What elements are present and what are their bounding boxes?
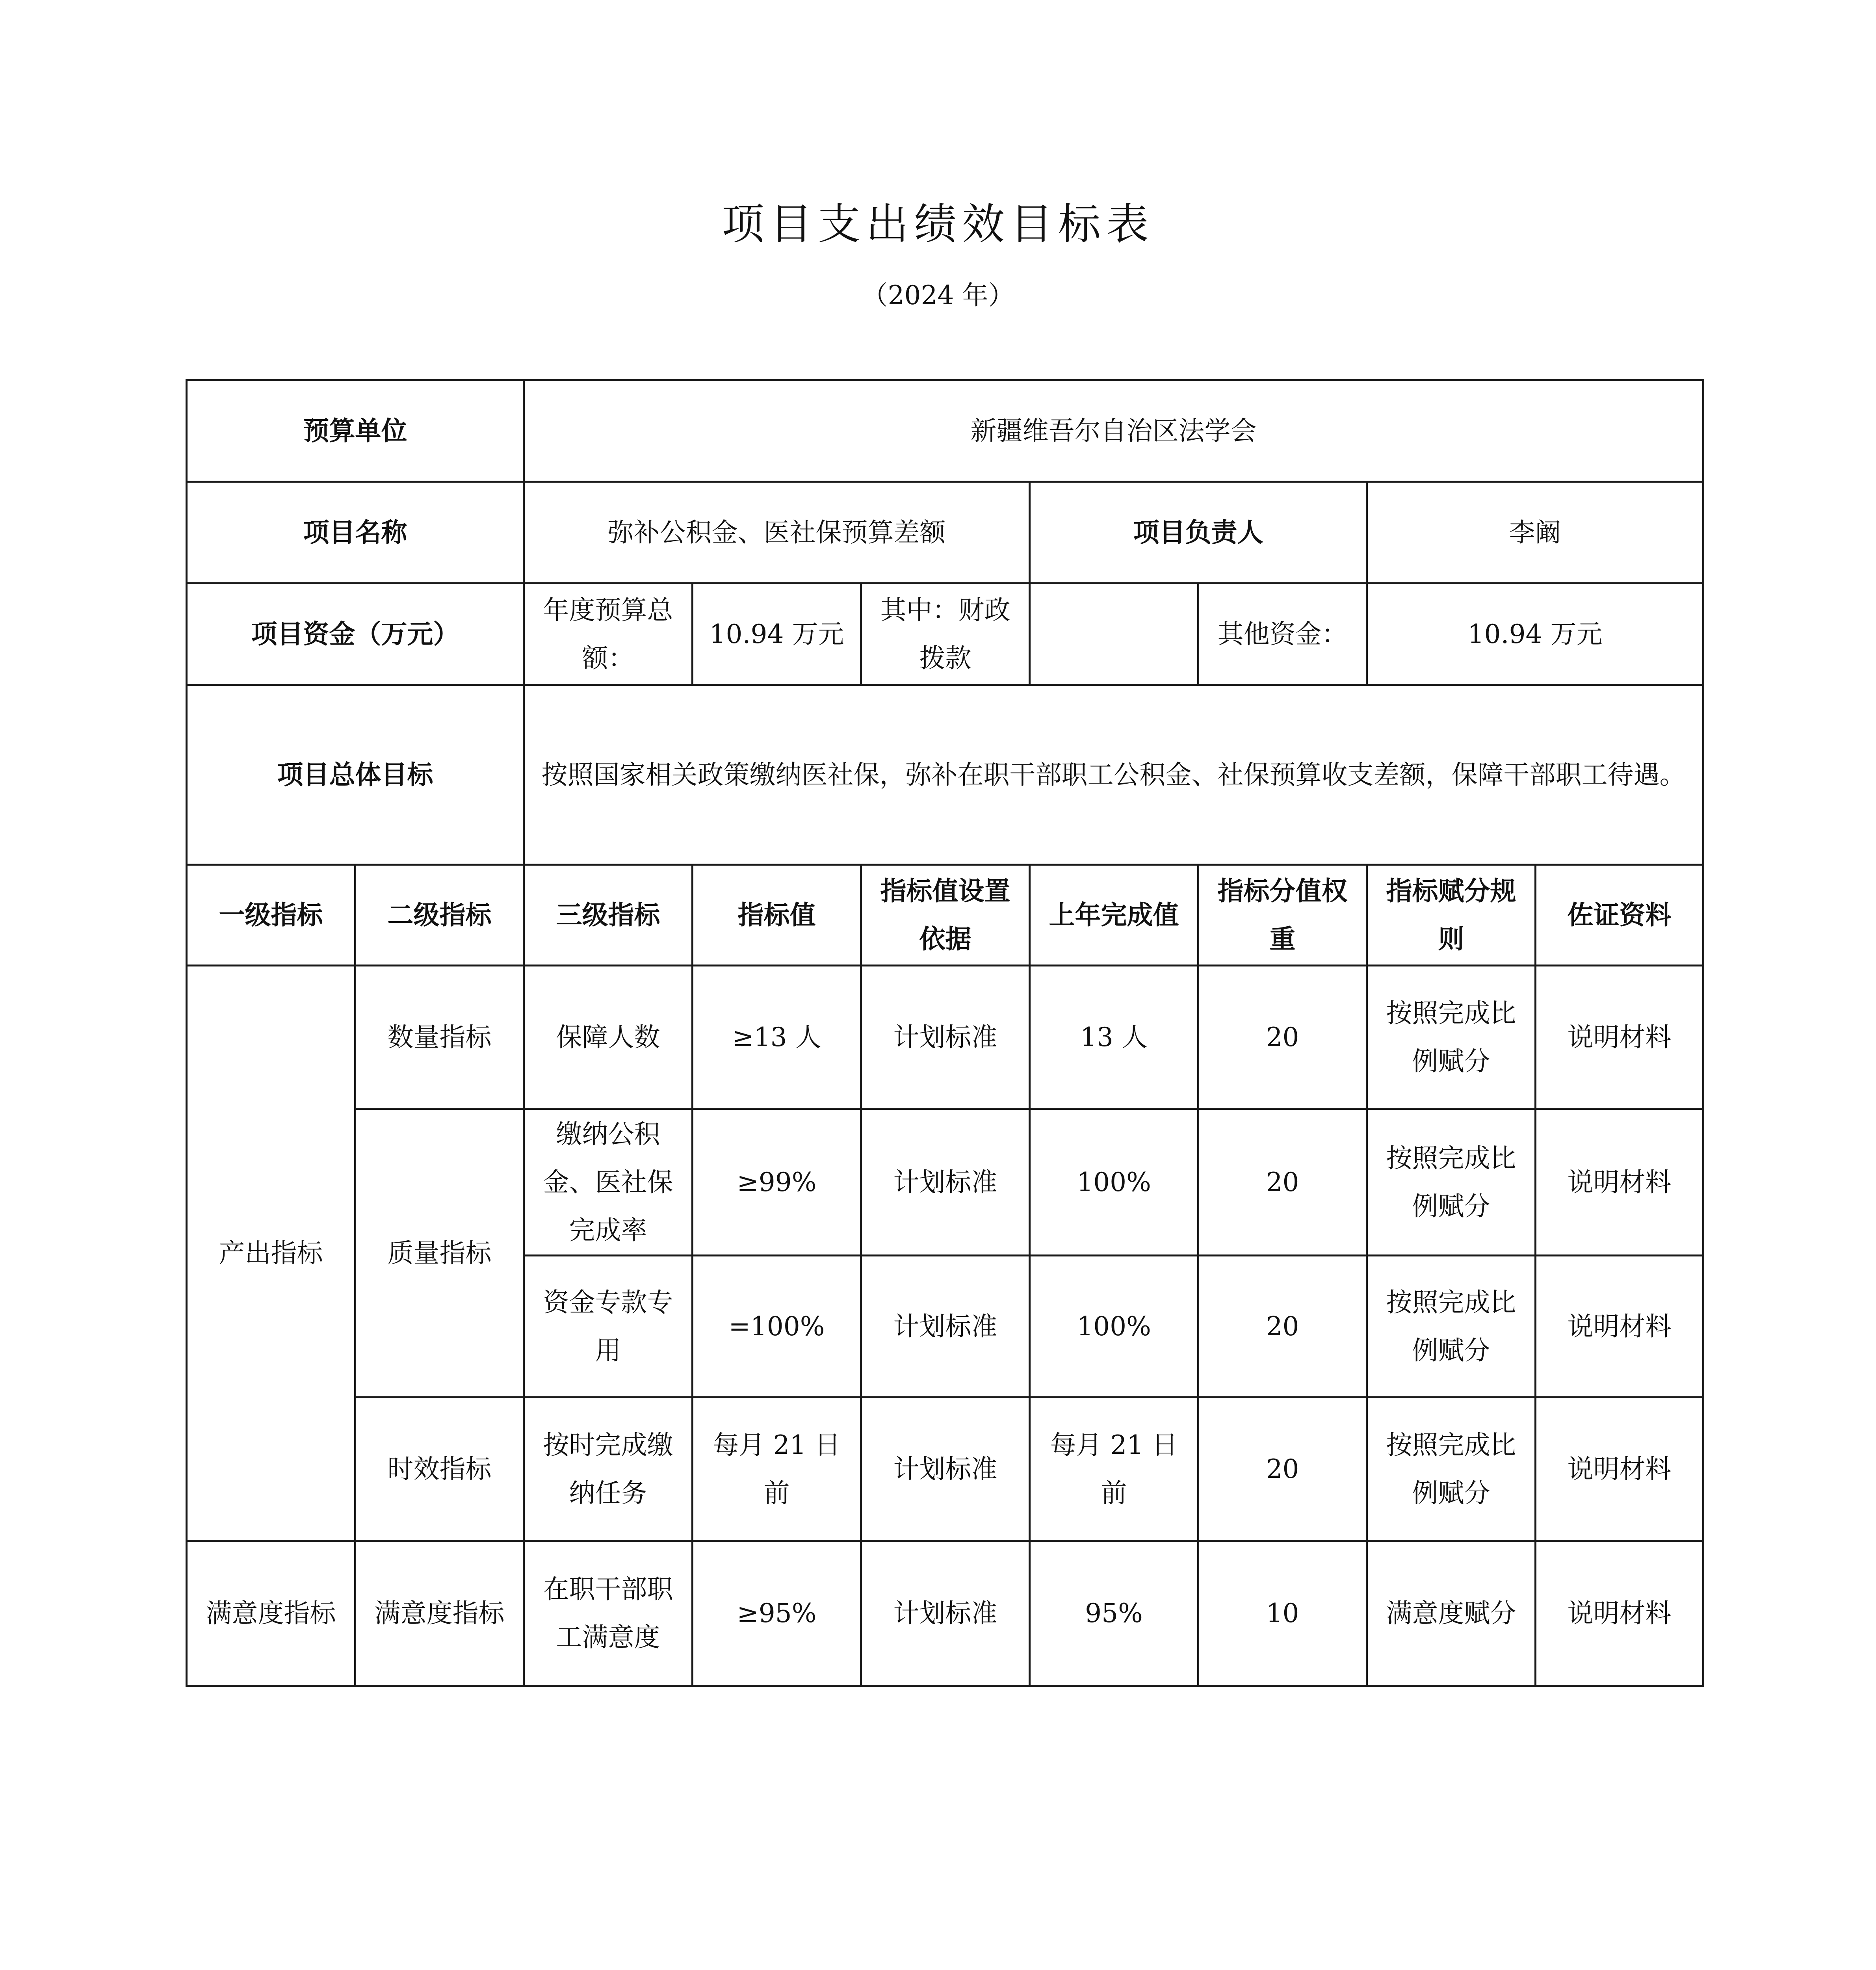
other-funds-label: 其他资金： (1198, 584, 1367, 685)
indicator-weight: 20 (1198, 1398, 1367, 1541)
indicator-weight: 20 (1198, 1109, 1367, 1256)
evidence-material: 说明材料 (1536, 1541, 1703, 1686)
level2-indicator: 时效指标 (355, 1398, 524, 1541)
last-year-value: 95% (1030, 1541, 1198, 1686)
level1-indicator: 产出指标 (187, 966, 355, 1541)
indicator-basis: 计划标准 (861, 1109, 1030, 1256)
rule-header: 指标赋分规则 (1367, 865, 1536, 966)
evidence-material: 说明材料 (1536, 1256, 1703, 1398)
evidence-material: 说明材料 (1536, 966, 1703, 1109)
performance-target-table (186, 379, 1704, 1687)
indicator-weight: 20 (1198, 966, 1367, 1109)
level3-indicator: 缴纳公积金、医社保完成率 (524, 1109, 693, 1256)
scoring-rule: 满意度赋分 (1367, 1541, 1536, 1686)
evidence-material: 说明材料 (1536, 1398, 1703, 1541)
fiscal-funds-label: 其中：财政拨款 (861, 584, 1030, 685)
indicator-row (187, 1541, 1703, 1686)
fiscal-funds-value (1030, 584, 1198, 685)
last-year-value: 100% (1030, 1256, 1198, 1398)
indicator-row (187, 966, 1703, 1109)
project-goal-label: 项目总体目标 (187, 685, 524, 865)
budget-unit-label: 预算单位 (187, 380, 524, 482)
level1-header: 一级指标 (187, 865, 355, 966)
evidence-header: 佐证资料 (1536, 865, 1703, 966)
evidence-material: 说明材料 (1536, 1109, 1703, 1256)
level3-indicator: 资金专款专用 (524, 1256, 693, 1398)
last-year-value: 100% (1030, 1109, 1198, 1256)
project-owner-label: 项目负责人 (1030, 482, 1367, 584)
indicator-value: ≥99% (693, 1109, 861, 1256)
indicator-value: 每月 21 日前 (693, 1398, 861, 1541)
budget-unit-row (187, 380, 1703, 482)
indicator-value: ≥13 人 (693, 966, 861, 1109)
scoring-rule: 按照完成比例赋分 (1367, 1256, 1536, 1398)
scoring-rule: 按照完成比例赋分 (1367, 1398, 1536, 1541)
other-funds-value: 10.94 万元 (1367, 584, 1703, 685)
indicator-value: =100% (693, 1256, 861, 1398)
project-funds-label: 项目资金（万元） (187, 584, 524, 685)
weight-header: 指标分值权重 (1198, 865, 1367, 966)
level2-indicator: 满意度指标 (355, 1541, 524, 1686)
project-name-label: 项目名称 (187, 482, 524, 584)
indicator-row (187, 1109, 1703, 1256)
project-goal-row (187, 685, 1703, 865)
budget-unit-value: 新疆维吾尔自治区法学会 (524, 380, 1703, 482)
annual-total-label: 年度预算总额： (524, 584, 693, 685)
level2-indicator: 质量指标 (355, 1109, 524, 1398)
year-subtitle: （2024 年） (862, 280, 1014, 310)
level3-indicator: 保障人数 (524, 966, 693, 1109)
level2-indicator: 数量指标 (355, 966, 524, 1109)
level3-indicator: 在职干部职工满意度 (524, 1541, 693, 1686)
annual-total-value: 10.94 万元 (693, 584, 861, 685)
indicator-header-row (187, 865, 1703, 966)
page-title: 项目支出绩效目标表 (721, 200, 1154, 249)
scoring-rule: 按照完成比例赋分 (1367, 1109, 1536, 1256)
scoring-rule: 按照完成比例赋分 (1367, 966, 1536, 1109)
indicator-value: ≥95% (693, 1541, 861, 1686)
indicator-weight: 20 (1198, 1256, 1367, 1398)
last-year-header: 上年完成值 (1030, 865, 1198, 966)
last-year-value: 每月 21 日前 (1030, 1398, 1198, 1541)
level3-header: 三级指标 (524, 865, 693, 966)
level3-indicator: 按时完成缴纳任务 (524, 1398, 693, 1541)
project-name-row (187, 482, 1703, 584)
project-funds-row (187, 584, 1703, 685)
project-owner-value: 李阚 (1367, 482, 1703, 584)
indicator-row (187, 1398, 1703, 1541)
project-name-value: 弥补公积金、医社保预算差额 (524, 482, 1030, 584)
basis-header: 指标值设置依据 (861, 865, 1030, 966)
level2-header: 二级指标 (355, 865, 524, 966)
project-goal-value: 按照国家相关政策缴纳医社保，弥补在职干部职工公积金、社保预算收支差额，保障干部职工待遇。 (524, 685, 1703, 865)
indicator-weight: 10 (1198, 1541, 1367, 1686)
last-year-value: 13 人 (1030, 966, 1198, 1109)
indicator-value-header: 指标值 (693, 865, 861, 966)
indicator-basis: 计划标准 (861, 1256, 1030, 1398)
indicator-basis: 计划标准 (861, 1541, 1030, 1686)
indicator-basis: 计划标准 (861, 966, 1030, 1109)
level1-indicator: 满意度指标 (187, 1541, 355, 1686)
indicator-basis: 计划标准 (861, 1398, 1030, 1541)
